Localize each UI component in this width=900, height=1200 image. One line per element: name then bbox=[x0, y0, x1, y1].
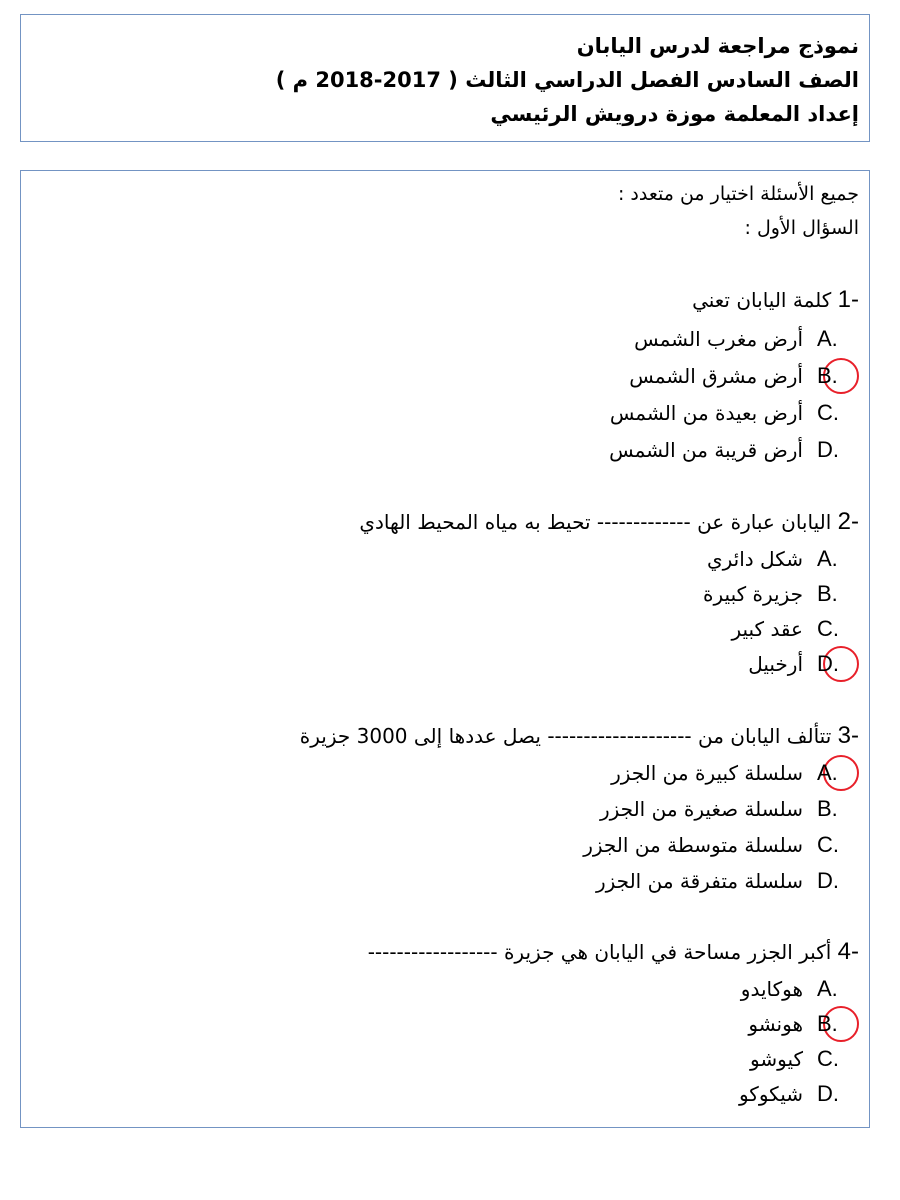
option-letter: C. bbox=[817, 400, 839, 425]
option-2b bbox=[259, 576, 859, 612]
question-number: -3 bbox=[837, 722, 859, 749]
questions-box bbox=[20, 170, 870, 1128]
option-text: كيوشو bbox=[750, 1047, 803, 1071]
option-letter: B. bbox=[817, 581, 838, 606]
question-3 bbox=[300, 719, 859, 753]
option-text: هوكايدو bbox=[740, 977, 803, 1001]
option-text: أرض قريبة من الشمس bbox=[609, 438, 803, 462]
option-4c bbox=[259, 1041, 859, 1077]
option-text: سلسلة متفرقة من الجزر bbox=[595, 869, 803, 893]
option-text: سلسلة كبيرة من الجزر bbox=[611, 761, 803, 785]
option-3c bbox=[259, 827, 859, 863]
option-letter: D. bbox=[817, 437, 839, 462]
option-1a bbox=[259, 321, 859, 357]
option-letter: D. bbox=[817, 1081, 839, 1106]
question-1 bbox=[692, 283, 859, 317]
grade-term: الصف السادس الفصل الدراسي الثالث ( 2017-2018 م ) bbox=[275, 68, 859, 92]
section-title: السؤال الأول : bbox=[744, 217, 859, 239]
option-4b bbox=[259, 1006, 859, 1042]
option-letter: D. bbox=[817, 868, 839, 893]
option-letter: A. bbox=[817, 546, 838, 571]
option-letter: A. bbox=[817, 760, 838, 785]
option-text: أرض مشرق الشمس bbox=[629, 364, 803, 388]
option-letter: C. bbox=[817, 832, 839, 857]
option-letter: C. bbox=[817, 1046, 839, 1071]
question-number: -2 bbox=[837, 508, 859, 535]
option-text: جزيرة كبيرة bbox=[703, 582, 803, 606]
option-2d bbox=[259, 646, 859, 682]
option-1b bbox=[259, 358, 859, 394]
option-text: أرخبيل bbox=[748, 652, 803, 676]
question-number: -4 bbox=[837, 938, 859, 965]
option-3a bbox=[259, 755, 859, 791]
option-text: أرض مغرب الشمس bbox=[634, 327, 803, 351]
option-text: أرض بعيدة من الشمس bbox=[609, 401, 803, 425]
question-2 bbox=[359, 505, 859, 539]
option-letter: A. bbox=[817, 976, 838, 1001]
option-1c bbox=[259, 395, 859, 431]
instructions: جميع الأسئلة اختيار من متعدد : bbox=[617, 183, 859, 205]
option-text: هونشو bbox=[748, 1012, 803, 1036]
option-letter: A. bbox=[817, 326, 838, 351]
teacher-credit: إعداد المعلمة موزة درويش الرئيسي bbox=[490, 102, 859, 126]
option-text: عقد كبير bbox=[731, 617, 803, 641]
option-4d bbox=[259, 1076, 859, 1112]
option-letter: C. bbox=[817, 616, 839, 641]
option-3b bbox=[259, 791, 859, 827]
option-letter: B. bbox=[817, 1011, 838, 1036]
option-1d bbox=[259, 432, 859, 468]
option-text: سلسلة صغيرة من الجزر bbox=[599, 797, 803, 821]
question-text: كلمة اليابان تعني bbox=[692, 288, 832, 312]
question-text: اليابان عبارة عن ------------- تحيط به مياه المحيط الهادي bbox=[359, 510, 832, 534]
question-4 bbox=[368, 935, 859, 969]
option-4a bbox=[259, 971, 859, 1007]
option-letter: D. bbox=[817, 651, 839, 676]
option-letter: B. bbox=[817, 796, 838, 821]
question-text: تتألف اليابان من -------------------- يصل عددها إلى 3000 جزيرة bbox=[299, 724, 832, 748]
option-letter: B. bbox=[817, 363, 838, 388]
option-2c bbox=[259, 611, 859, 647]
header-box bbox=[20, 14, 870, 142]
worksheet-title: نموذج مراجعة لدرس اليابان bbox=[576, 34, 859, 58]
question-text: أكبر الجزر مساحة في اليابان هي جزيرة ------------------ bbox=[367, 940, 832, 964]
option-text: شكل دائري bbox=[706, 547, 803, 571]
option-text: سلسلة متوسطة من الجزر bbox=[583, 833, 803, 857]
option-text: شيكوكو bbox=[738, 1082, 803, 1106]
question-number: -1 bbox=[837, 286, 859, 313]
option-3d bbox=[259, 863, 859, 899]
option-2a bbox=[259, 541, 859, 577]
